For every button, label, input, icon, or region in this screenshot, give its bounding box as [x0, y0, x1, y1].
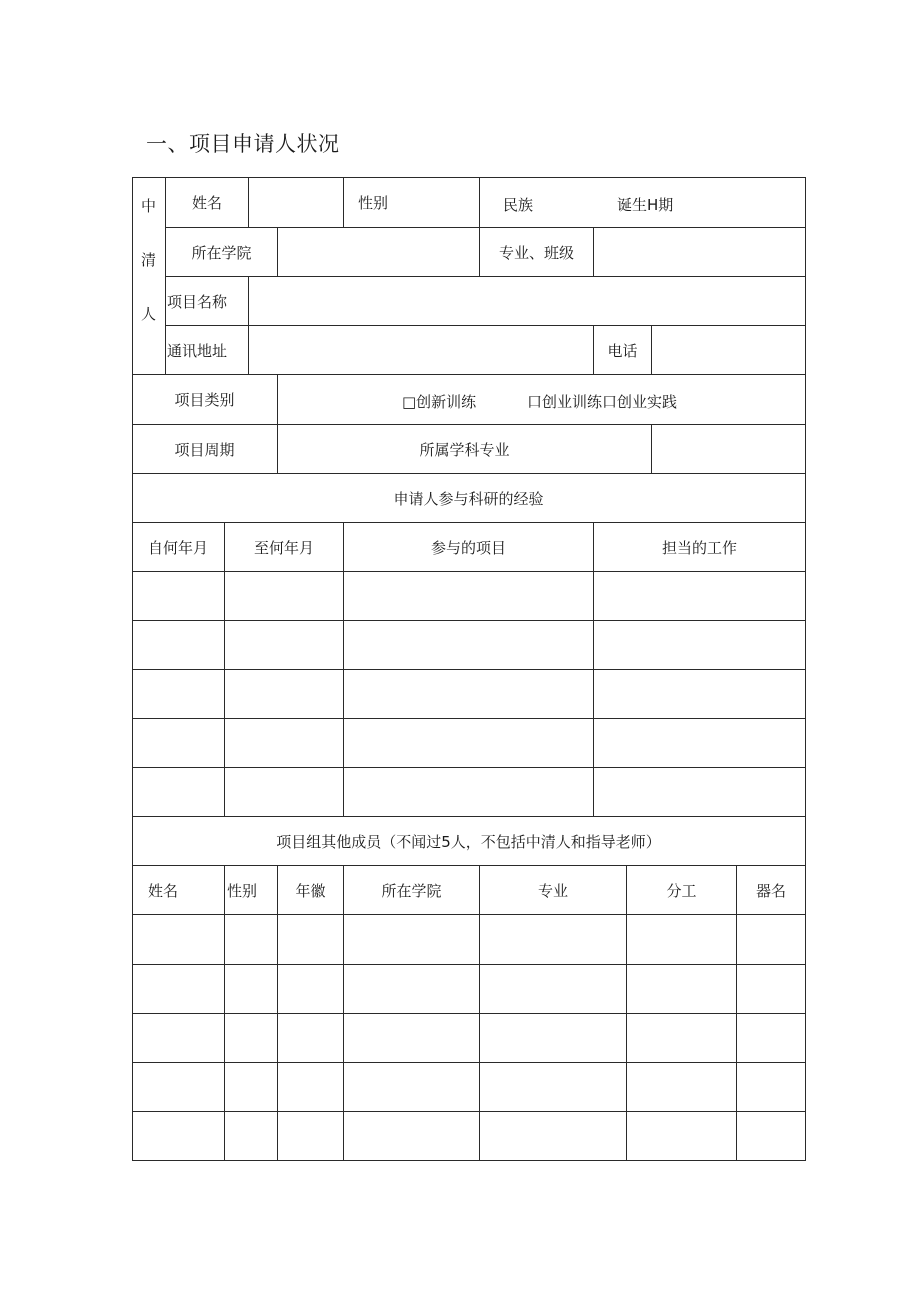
- members-heading: 项目组其他成员（不闻过5人，不包括中清人和指导老师）: [132, 817, 806, 866]
- project-name-label: 项目名称: [166, 277, 249, 326]
- member-cell[interactable]: [225, 1062, 278, 1112]
- experience-col-role: 担当的工作: [594, 523, 806, 572]
- major-class-label: 专业、班级: [480, 228, 594, 277]
- innovation-option[interactable]: □创新训练: [402, 393, 477, 411]
- category-label: 项目类别: [132, 375, 278, 425]
- ethnicity-label: 民族: [503, 196, 534, 214]
- experience-cell[interactable]: [344, 572, 594, 621]
- member-cell[interactable]: [627, 1013, 737, 1063]
- members-col-age: 年徽: [278, 866, 344, 915]
- experience-cell[interactable]: [225, 572, 344, 621]
- member-cell[interactable]: [344, 1013, 480, 1063]
- member-cell[interactable]: [480, 1062, 627, 1112]
- member-cell[interactable]: [627, 1062, 737, 1112]
- member-cell[interactable]: [480, 964, 627, 1014]
- phone-field[interactable]: [652, 326, 806, 375]
- discipline-label: 所属学科专业: [278, 425, 652, 474]
- address-field[interactable]: [249, 326, 594, 375]
- experience-cell[interactable]: [594, 572, 806, 621]
- applicant-group-char: 中: [140, 197, 156, 215]
- members-col-major: 专业: [480, 866, 627, 915]
- experience-cell[interactable]: [594, 719, 806, 768]
- birth-date-label: 诞生H期: [617, 196, 674, 214]
- member-cell[interactable]: [278, 1062, 344, 1112]
- member-cell[interactable]: [225, 964, 278, 1014]
- experience-col-from: 自何年月: [132, 523, 225, 572]
- member-cell[interactable]: [737, 1111, 806, 1161]
- name-field[interactable]: [249, 177, 344, 228]
- address-label: 通讯地址: [166, 326, 249, 375]
- members-col-name: 姓名: [132, 866, 225, 915]
- entrepreneurship-options[interactable]: 口创业训练口创业实践: [527, 393, 678, 411]
- member-cell[interactable]: [737, 915, 806, 965]
- phone-label: 电话: [594, 326, 652, 375]
- experience-cell[interactable]: [594, 670, 806, 719]
- member-cell[interactable]: [225, 1111, 278, 1161]
- members-col-signature: 器名: [737, 866, 806, 915]
- applicant-group-label: [132, 177, 166, 375]
- experience-cell[interactable]: [225, 768, 344, 817]
- member-cell[interactable]: [737, 964, 806, 1014]
- college-field[interactable]: [278, 228, 480, 277]
- members-col-college: 所在学院: [344, 866, 480, 915]
- experience-cell[interactable]: [132, 572, 225, 621]
- section-title: 一、项目申请人状况: [146, 132, 340, 156]
- discipline-field[interactable]: [652, 425, 806, 474]
- member-cell[interactable]: [278, 964, 344, 1014]
- member-cell[interactable]: [737, 1062, 806, 1112]
- members-col-task: 分工: [627, 866, 737, 915]
- name-label: 姓名: [166, 177, 249, 228]
- member-cell[interactable]: [344, 964, 480, 1014]
- experience-col-project: 参与的项目: [344, 523, 594, 572]
- member-cell[interactable]: [627, 964, 737, 1014]
- member-cell[interactable]: [132, 1013, 225, 1063]
- experience-cell[interactable]: [132, 670, 225, 719]
- experience-cell[interactable]: [594, 621, 806, 670]
- college-label: 所在学院: [166, 228, 278, 277]
- member-cell[interactable]: [278, 915, 344, 965]
- member-cell[interactable]: [627, 915, 737, 965]
- experience-cell[interactable]: [132, 621, 225, 670]
- experience-cell[interactable]: [344, 621, 594, 670]
- member-cell[interactable]: [132, 964, 225, 1014]
- experience-heading: 申请人参与科研的经验: [132, 474, 806, 523]
- experience-cell[interactable]: [344, 719, 594, 768]
- member-cell[interactable]: [344, 1062, 480, 1112]
- experience-cell[interactable]: [225, 670, 344, 719]
- member-cell[interactable]: [344, 915, 480, 965]
- experience-cell[interactable]: [225, 621, 344, 670]
- applicant-group-char: 人: [140, 305, 156, 323]
- member-cell[interactable]: [278, 1013, 344, 1063]
- member-cell[interactable]: [225, 915, 278, 965]
- project-name-field[interactable]: [249, 277, 806, 326]
- members-col-gender: 性别: [225, 866, 278, 915]
- applicant-group-char: 清: [140, 251, 156, 269]
- member-cell[interactable]: [480, 1111, 627, 1161]
- experience-cell[interactable]: [132, 768, 225, 817]
- member-cell[interactable]: [737, 1013, 806, 1063]
- experience-cell[interactable]: [132, 719, 225, 768]
- member-cell[interactable]: [627, 1111, 737, 1161]
- experience-cell[interactable]: [344, 768, 594, 817]
- major-class-field[interactable]: [594, 228, 806, 277]
- experience-col-to: 至何年月: [225, 523, 344, 572]
- member-cell[interactable]: [132, 1111, 225, 1161]
- experience-cell[interactable]: [344, 670, 594, 719]
- member-cell[interactable]: [480, 1013, 627, 1063]
- experience-cell[interactable]: [225, 719, 344, 768]
- member-cell[interactable]: [480, 915, 627, 965]
- gender-label: 性别: [344, 177, 480, 228]
- member-cell[interactable]: [225, 1013, 278, 1063]
- member-cell[interactable]: [278, 1111, 344, 1161]
- member-cell[interactable]: [132, 915, 225, 965]
- member-cell[interactable]: [132, 1062, 225, 1112]
- experience-cell[interactable]: [594, 768, 806, 817]
- member-cell[interactable]: [344, 1111, 480, 1161]
- period-label: 项目周期: [132, 425, 278, 474]
